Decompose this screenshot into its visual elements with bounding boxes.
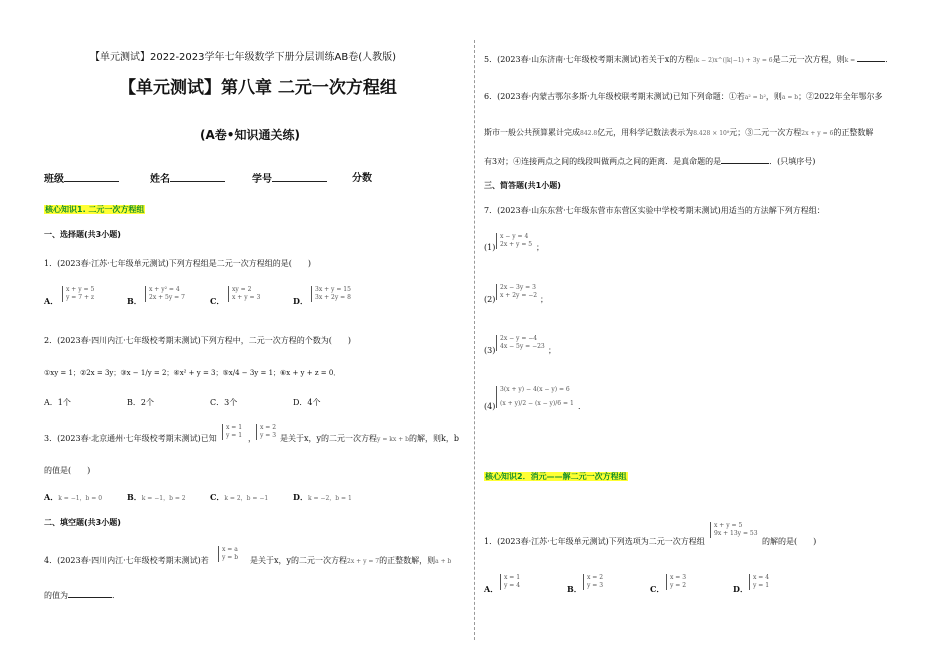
eq-line: y = 3: [260, 432, 277, 439]
option-label: B．: [567, 584, 582, 594]
q3-stem-pre: 3．(2023春·北京通州·七年级校考期末测试)已知: [44, 434, 217, 443]
eq-line: x + y² = 4: [149, 286, 180, 293]
eq-line: 2x − 3y = 3: [500, 284, 536, 291]
core-knowledge-1: 核心知识1. 二元一次方程组: [45, 205, 145, 214]
q4-system: [218, 546, 238, 562]
q3-separator: ，: [248, 434, 256, 443]
option-label: A．: [44, 296, 59, 306]
q6-line2: 斯市一般公共预算累计完成842.8亿元，用科学记数法表示为8.428 × 10⁸元；③二元一次方程2x + y = 6的正整数解: [484, 128, 874, 137]
q7-part1-end: ；: [536, 243, 544, 252]
q4-stem-mid: 是关于x，y的二元一次方程2x + y = 7的正整数解，则a + b: [250, 556, 452, 565]
eq-line: x = 4: [753, 574, 770, 581]
q6-answer-blank[interactable]: [721, 155, 769, 164]
q3-system-2: [256, 424, 276, 440]
q5-stem: 5．(2023春·山东济南·七年级校考期末测试)若关于x的方程(k − 2)x^(|k|−1) + 3y = 6是二元一次方程，则k = ．: [484, 55, 894, 64]
eq-line: 3x + y = 15: [315, 286, 351, 293]
option-label: C．: [210, 296, 225, 306]
eq-line: x = 2: [587, 574, 604, 581]
eq-line: 2x + 5y = 7: [149, 294, 185, 301]
q7-part2-label: (2): [484, 295, 496, 304]
q2-items: ①xy = 1；②2x = 3y；③x − 1/y = 2；④x² + y = 3；⑤x/4 − 3y = 1；⑥x + y + z = 0．: [44, 369, 341, 377]
section-fill: 二、填空题(共3小题): [44, 518, 121, 527]
q6-line1: 6．(2023春·内蒙古鄂尔多斯·九年级校联考期末测试)已知下列命题：①若a² = b²，则a = b；②2022年全年鄂尔多: [484, 92, 883, 101]
eq-line: 2x + y = 5: [500, 241, 533, 248]
eq-line: y = 1: [753, 582, 770, 589]
q3-equation: y = kx + b: [377, 436, 409, 443]
name-label: 姓名: [150, 174, 170, 185]
eq-line: 2x − y = −4: [500, 335, 538, 342]
eq-line: y = 3: [587, 582, 604, 589]
q2-option-d[interactable]: D．4个: [293, 398, 321, 407]
q2-option-b[interactable]: B．2个: [127, 398, 154, 407]
q3-option-b[interactable]: B．k = −1，b = 2: [127, 492, 186, 502]
q2-option-c[interactable]: C．3个: [210, 398, 238, 407]
eq-line: x = 1: [504, 574, 521, 581]
eq-line: y = b: [222, 554, 239, 561]
page-title: 【单元测试】第八章 二元一次方程组: [119, 78, 397, 98]
eq-line: x − y = 4: [500, 233, 529, 240]
q8-stem-pre: 1．(2023春·江苏·七年级单元测试)下列选项为二元一次方程组: [484, 537, 705, 546]
q7-part3-label: (3): [484, 346, 496, 355]
q3-system-1: [222, 424, 242, 440]
q8-stem-post: 的解的是( ): [762, 537, 817, 546]
option-label: A．: [484, 584, 499, 594]
q3-stem-mid: 是关于x，y的二元一次方程y = kx + b的解，则k，b: [280, 434, 459, 443]
eq-line: x + y = 5: [714, 522, 743, 529]
page-subtitle: (A卷•知识通关练): [200, 128, 300, 142]
eq-line: y = 7 + z: [66, 294, 95, 301]
q7-stem: 7．(2023春·山东东营·七年级东营市东营区实验中学校考期末测试)用适当的方法解下列方程组：: [484, 206, 825, 215]
eq-line: 4x − 5y = −23: [500, 343, 545, 350]
eq-line: y = 2: [670, 582, 687, 589]
q7-part3-system: [496, 335, 545, 351]
option-label: B．: [127, 296, 142, 306]
score-field: 分数: [352, 173, 372, 184]
q3-option-c[interactable]: C．k = 2，b = −1: [210, 492, 269, 502]
eq-line: x = a: [222, 546, 238, 553]
q7-part1-system: [496, 233, 532, 249]
q8-system: [710, 522, 758, 538]
eq-line: xy = 2: [232, 286, 252, 293]
q4-answer[interactable]: 的值为 ．: [44, 591, 120, 600]
q3-option-d[interactable]: D．k = −2，b = 1: [293, 492, 352, 502]
option-label: D．: [733, 584, 748, 594]
eq-line: x + y = 5: [66, 286, 95, 293]
eq-line: 3x + 2y = 8: [315, 294, 351, 301]
core-knowledge-2: 核心知识2．消元——解二元一次方程组: [485, 472, 627, 481]
id-field[interactable]: [252, 173, 327, 186]
q2-stem: 2．(2023春·四川内江·七年级校考期末测试)下列方程中，二元一次方程的个数为( ): [44, 336, 352, 345]
eq-line: (x + y)/2 − (x − y)/6 = 1: [500, 400, 574, 407]
q3-option-a[interactable]: A．k = −1，b = 0: [44, 492, 103, 502]
q7-part2-end: ；: [540, 295, 548, 304]
section-choice: 一、选择题(共3小题): [44, 230, 121, 239]
q7-part4-system: [496, 386, 574, 408]
name-field[interactable]: [150, 173, 225, 186]
eq-line: 3(x + y) − 4(x − y) = 6: [500, 386, 570, 393]
section-answer: 三、简答题(共1小题): [484, 181, 561, 190]
q7-part4-label: (4): [484, 402, 496, 411]
q7-part3-end: ；: [548, 346, 556, 355]
eq-line: x = 1: [226, 424, 243, 431]
q6-line3: 有3对；④连接两点之间的线段叫做两点之间的距离．是真命题的是 ．(只填序号): [484, 157, 816, 166]
q3-stem-line2: 的值是( ): [44, 466, 91, 475]
eq-line: x = 2: [260, 424, 277, 431]
q7-part4-end: ．: [578, 402, 586, 411]
q7-part2-system: [496, 284, 537, 300]
q2-option-a[interactable]: A．1个: [44, 398, 71, 407]
q7-part1-label: (1): [484, 243, 496, 252]
class-label: 班级: [44, 174, 64, 185]
eq-line: x + y = 3: [232, 294, 261, 301]
q3-stem: [44, 434, 217, 444]
column-divider: [474, 40, 475, 640]
option-label: D．: [293, 296, 308, 306]
q5-answer-blank[interactable]: [857, 53, 885, 62]
q4-stem-pre: 4．(2023春·四川内江·七年级校考期末测试)若: [44, 556, 209, 565]
class-field[interactable]: [44, 173, 119, 186]
eq-line: 9x + 13y = 53: [714, 530, 758, 537]
q1-stem: 1．(2023春·江苏·七年级单元测试)下列方程组是二元一次方程组的是( ): [44, 259, 312, 268]
eq-line: x = 3: [670, 574, 687, 581]
eq-line: y = 1: [226, 432, 243, 439]
header-line: 【单元测试】2022-2023学年七年级数学下册分层训练AB卷(人教版): [90, 52, 397, 63]
id-label: 学号: [252, 174, 272, 185]
option-label: C．: [650, 584, 665, 594]
eq-line: y = 4: [504, 582, 521, 589]
eq-line: x + 2y = −2: [500, 292, 538, 299]
